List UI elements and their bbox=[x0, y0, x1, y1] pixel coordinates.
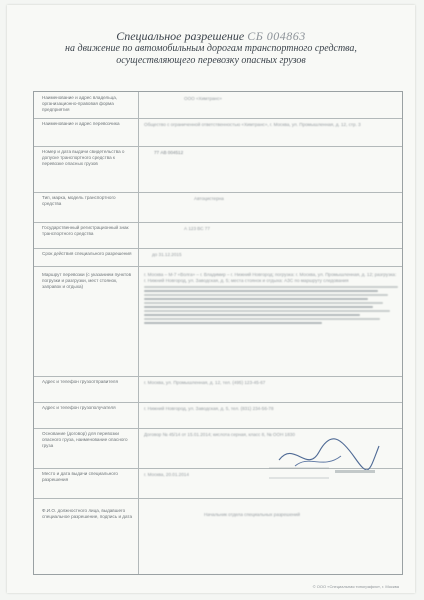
row-vehicle-type bbox=[34, 192, 402, 223]
document-title: Специальное разрешение bbox=[116, 29, 245, 43]
text-line bbox=[144, 290, 378, 292]
text-line bbox=[144, 306, 373, 308]
row-consignee bbox=[34, 402, 402, 429]
route-text: г. Москва – М-7 «Волга» – г. Владимир – г. Нижний Новгород; погрузка: г. Москва, ул. Промышленная, д. 12; разгрузка: г. Нижний Новгород, ул. Заводская, д. 5; места стоянок и отдыха: АЗС по маршруту следования bbox=[144, 272, 397, 283]
row-value: до 31.12.2015 bbox=[152, 252, 182, 257]
column-divider bbox=[138, 498, 139, 574]
column-divider bbox=[138, 248, 139, 266]
row-label: Ф.И.О. должностного лица, выдавшего специальное разрешение, подпись и дата bbox=[42, 508, 133, 519]
row-label: Адрес и телефон грузоотправителя bbox=[42, 379, 118, 384]
row-value: 77 АВ 004512 bbox=[154, 150, 184, 155]
row-validity bbox=[34, 248, 402, 267]
row-route bbox=[34, 266, 402, 377]
permit-sheet bbox=[7, 5, 415, 593]
column-divider bbox=[138, 118, 139, 146]
row-carrier bbox=[34, 118, 402, 147]
row-owner bbox=[34, 92, 402, 119]
column-divider bbox=[138, 146, 139, 192]
text-line bbox=[144, 294, 388, 296]
printer-footer: © ООО «Специальная типография», г. Москва bbox=[312, 584, 399, 589]
column-divider bbox=[138, 376, 139, 402]
text-line bbox=[144, 298, 368, 300]
permit-form-table bbox=[33, 91, 403, 575]
row-value bbox=[144, 272, 398, 326]
column-divider bbox=[138, 222, 139, 248]
row-label: Место и дата выдачи специального разрешения bbox=[42, 471, 118, 482]
row-label: Наименование и адрес перевозчика bbox=[42, 121, 120, 126]
column-divider bbox=[138, 266, 139, 376]
row-label: Маршрут перевозки (с указанием пунктов погрузки и разгрузки, мест стоянок, заправок и отдыха) bbox=[42, 272, 132, 289]
row-label: Адрес и телефон грузополучателя bbox=[42, 405, 116, 410]
row-label: Тип, марка, модель транспортного средства bbox=[42, 195, 116, 206]
text-line bbox=[144, 286, 398, 288]
row-label: Срок действия специального разрешения bbox=[42, 251, 132, 256]
signature-scribble bbox=[279, 439, 379, 470]
row-value: г. Нижний Новгород, ул. Заводская, д. 5, тел. (831) 234-56-78 bbox=[144, 406, 274, 411]
signature-stamp bbox=[259, 430, 389, 490]
row-plate bbox=[34, 222, 402, 249]
row-value: г. Москва, ул. Промышленная, д. 12, тел. (495) 123-45-67 bbox=[144, 380, 266, 385]
column-divider bbox=[138, 402, 139, 428]
row-shipper bbox=[34, 376, 402, 403]
row-label: Номер и дата выдачи свидетельства о допуске транспортного средства к перевозке опасных грузов bbox=[42, 149, 125, 166]
document-series: СБ bbox=[247, 29, 264, 43]
row-value: А 123 ВС 77 bbox=[184, 226, 210, 231]
column-divider bbox=[138, 468, 139, 498]
document-subtitle-1: на движение по автомобильным дорогам транспортного средства, bbox=[65, 43, 357, 54]
column-divider bbox=[138, 192, 139, 222]
row-value: Общество с ограниченной ответственностью «Химтранс», г. Москва, ул. Промышленная, д. 12, стр. 3 bbox=[144, 122, 361, 127]
row-label: Наименование и адрес владельца, организационно-правовая форма предприятия bbox=[42, 95, 118, 112]
column-divider bbox=[138, 92, 139, 118]
text-line bbox=[144, 318, 380, 320]
row-label: Основание (договор) для перевозки опасного груза, наименование опасного груза bbox=[42, 431, 128, 448]
text-line bbox=[144, 302, 383, 304]
text-line bbox=[144, 322, 322, 324]
row-value: Договор № 45/14 от 15.01.2014; кислота серная, класс 8, № ООН 1830 bbox=[144, 432, 295, 437]
text-line bbox=[144, 314, 360, 316]
row-label: Государственный регистрационный знак транспортного средства bbox=[42, 225, 129, 236]
row-value: ООО «Химтранс» bbox=[184, 96, 222, 101]
document-number: 004863 bbox=[266, 29, 306, 43]
row-value: Начальник отдела специальных разрешений bbox=[204, 512, 300, 517]
document-header bbox=[7, 29, 415, 67]
document-subtitle-2: осуществляющего перевозку опасных грузов bbox=[116, 55, 306, 66]
row-official bbox=[34, 498, 402, 574]
document-title-line bbox=[7, 29, 415, 43]
text-line bbox=[144, 310, 390, 312]
signature-text-blur bbox=[335, 470, 375, 473]
row-value: Автоцистерна bbox=[194, 196, 224, 201]
row-value: г. Москва, 20.01.2014 bbox=[144, 472, 189, 477]
column-divider bbox=[138, 428, 139, 468]
series-number bbox=[247, 29, 306, 43]
row-certificate bbox=[34, 146, 402, 193]
